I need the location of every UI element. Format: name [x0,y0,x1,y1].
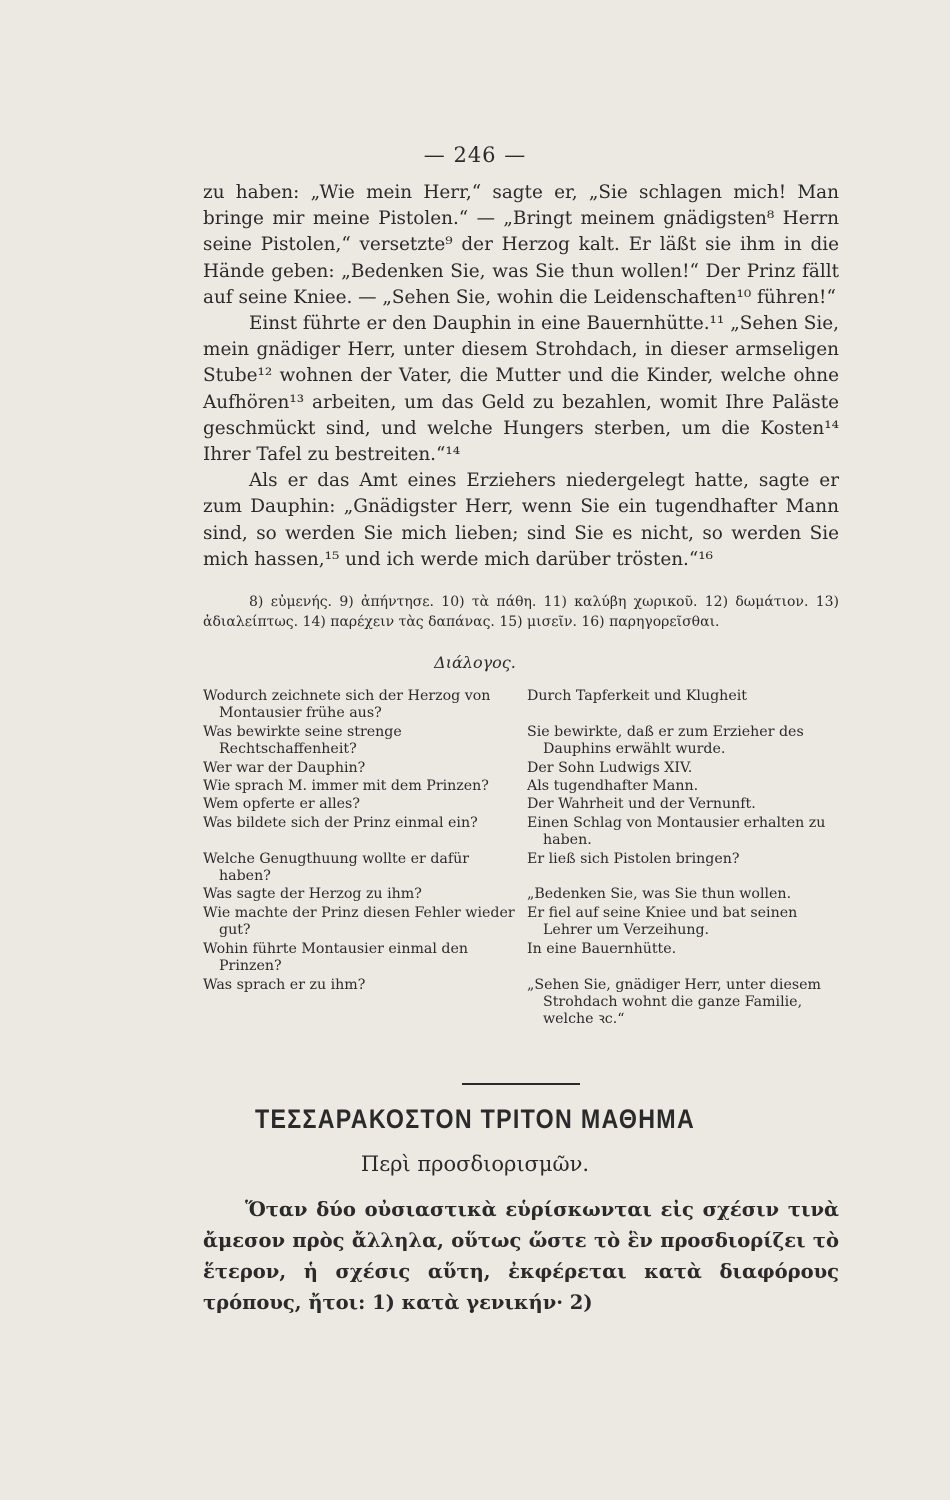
question: Was bewirkte seine strenge Rechtschaffenheit? [203,723,402,758]
dialog-row [203,941,839,976]
lesson-body: Ὅταν δύο οὐσιαστικὰ εὑρίσκωνται εἰς σχέσιν τινὰ ἄμεσον πρὸς ἄλληλα, οὕτως ὥστε τὸ ἓν προσδιορίζει τὸ ἕτερον, ἡ σχέσις αὕτη, ἐκφέρεται κατὰ διαφόρους τρόπους, ἤτοι: 1) κατὰ γενικήν· 2) [203,1198,839,1314]
question: Wodurch zeichnete sich der Herzog von Montausier frühe aus? [203,688,491,722]
question: Was sagte der Herzog zu ihm? [203,886,422,903]
answer: Der Wahrheit und der Vernunft. [527,796,756,813]
answer: Durch Tapferkeit und Klugheit [527,688,747,704]
dialog-row [203,815,839,850]
dialog-row [203,977,839,1029]
dialog-row [203,688,839,723]
answer: Als tugendhafter Mann. [527,778,699,795]
dialog-row [203,796,839,813]
lesson-title: ΤΕΣΣΑΡΑΚΟΣΤΟΝ ΤΡΙΤΟΝ ΜΑΘΗΜΑ [254,1104,696,1134]
paragraph: Einst führte er den Dauphin in eine Bauernhütte.¹¹ „Sehen Sie, mein gnädiger Herr, unter diesem Strohdach, in dieser armseligen Stube¹² wohnen der Vater, die Mutter und die Kinder, welche ohne Aufhören¹³ arbeiten, um das Geld zu bezahlen, womit Ihre Paläste geschmückt sind, und welche Hungers sterben, um die Kosten¹⁴ Ihrer Tafel zu bestreiten.“¹⁴ [203,313,839,466]
answer: Er ließ sich Pistolen bringen? [527,850,740,867]
answer: „Sehen Sie, gnädiger Herr, unter diesem Strohdach wohnt die ganze Familie, welche ꝛc.“ [527,976,821,1028]
question: Wem opferte er alles? [203,796,360,813]
lesson-subtitle: Περὶ προσδιορισμῶν. [360,1152,590,1176]
story-text [203,180,839,573]
question: Wie machte der Prinz diesen Fehler wieder gut? [203,904,515,939]
answer: Sie bewirkte, daß er zum Erzieher des Dauphins erwählt wurde. [527,723,804,758]
paragraph: Als er das Amt eines Erziehers niedergelegt hatte, sagte er zum Dauphin: „Gnädigster Herr, wenn Sie ein tugendhafter Mann sind, so werden Sie mich lieben; sind Sie es nicht, so werden Sie mich hassen,¹⁵ und ich werde mich darüber trösten.“¹⁶ [203,470,839,570]
page-number: — 246 — [423,143,527,167]
question: Wie sprach M. immer mit dem Prinzen? [203,778,489,795]
question: Wer war der Dauphin? [203,759,366,776]
dialog-row [203,724,839,759]
answer: Er fiel auf seine Kniee und bat seinen Lehrer um Verzeihung. [527,904,798,939]
section-divider [462,1083,580,1085]
dialog-row [203,851,839,886]
dialog-heading: Διάλογος. [434,653,516,672]
answer: Der Sohn Ludwigs XIV. [527,759,693,776]
answer: In eine Bauernhütte. [527,940,677,957]
answer: Einen Schlag von Montausier erhalten zu haben. [527,814,826,849]
dialog-row [203,778,839,795]
paragraph: zu haben: „Wie mein Herr,“ sagte er, „Sie schlagen mich! Man bringe mir meine Pistolen.“ — „Bringt meinem gnädigsten⁸ Herrn seine Pistolen,“ versetzte⁹ der Herzog kalt. Er läßt sie ihm in die Hände geben: „Bedenken Sie, was Sie thun wollen!“ Der Prinz fällt auf seine Kniee. — „Sehen Sie, wohin die Leidenschaften¹⁰ führen!“ [203,182,839,308]
question: Welche Genugthuung wollte er dafür haben? [203,850,470,885]
dialog-row [203,905,839,940]
dialog-row [203,886,839,903]
footnotes: 8) εὐμενής. 9) ἀπήντησε. 10) τὰ πάθη. 11) καλύβη χωρικοῦ. 12) δωμάτιον. 13) ἀδιαλείπτως. 14) παρέχειν τὰς δαπάνας. 15) μισεῖν. 16) παρηγορεῖσθαι. [203,594,839,630]
dialog-table [203,688,839,1030]
question: Was bildete sich der Prinz einmal ein? [203,814,478,831]
answer: „Bedenken Sie, was Sie thun wollen. [527,886,792,903]
dialog-row [203,760,839,777]
question: Wohin führte Montausier einmal den Prinzen? [203,940,469,975]
question: Was sprach er zu ihm? [203,976,366,993]
